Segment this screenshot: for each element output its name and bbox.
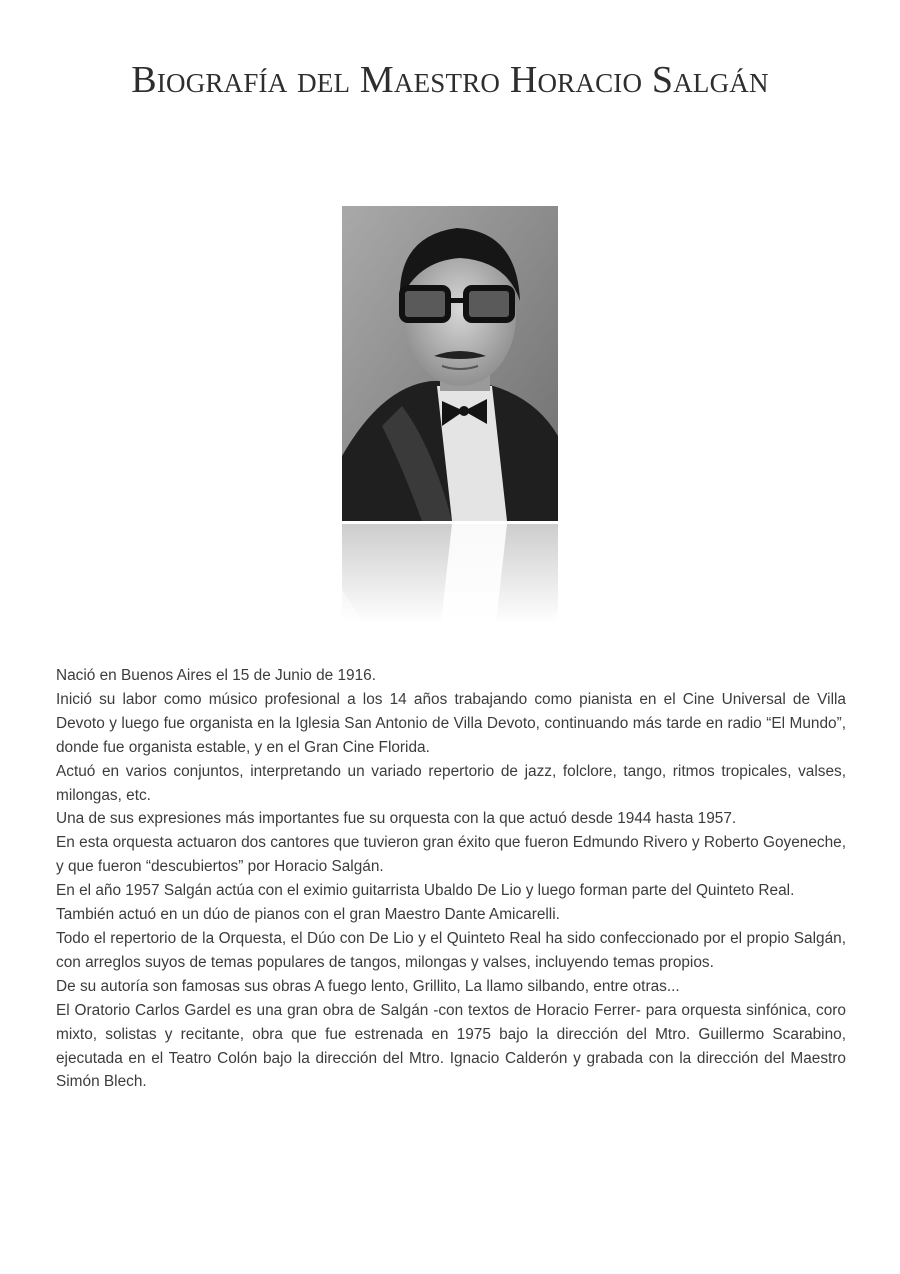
biography-text	[56, 664, 846, 1094]
portrait-figure	[342, 206, 558, 626]
bio-paragraph: Actuó en varios conjuntos, interpretando un variado repertorio de jazz, folclore, tango, ritmos tropicales, valses, milongas, etc.	[56, 762, 846, 804]
bio-paragraph: El Oratorio Carlos Gardel es una gran obra de Salgán -con textos de Horacio Ferrer- para orquesta sinfónica, coro mixto, solistas y recitante, obra que fue estrenada en 1975 bajo la dirección del Mtro. Guillermo Scarabino, ejecutada en el Teatro Colón bajo la dirección del Mtro. Ignacio Calderón y grabada con la dirección del Maestro Simón Blech.	[56, 1001, 846, 1091]
page-title: Biografía del Maestro Horacio Salgán	[131, 59, 769, 101]
bio-paragraph: Una de sus expresiones más importantes fue su orquesta con la que actuó desde 1944 hasta 1957.	[56, 810, 737, 828]
bio-paragraph: También actuó en un dúo de pianos con el gran Maestro Dante Amicarelli.	[56, 906, 560, 924]
bio-paragraph: De su autoría son famosas sus obras A fuego lento, Grillito, La llamo silbando, entre otras...	[56, 977, 680, 995]
portrait-reflection	[342, 524, 558, 624]
bio-paragraph: Todo el repertorio de la Orquesta, el Dúo con De Lio y el Quinteto Real ha sido confeccionado por el propio Salgán, con arreglos suyos de temas populares de tangos, milongas y valses, incluyendo temas propios.	[56, 929, 846, 971]
bio-paragraph: Nació en Buenos Aires el 15 de Junio de 1916.	[56, 667, 377, 684]
portrait-photo	[342, 206, 558, 521]
bio-paragraph: En esta orquesta actuaron dos cantores que tuvieron gran éxito que fueron Edmundo Rivero y Roberto Goyeneche, y que fueron “descubiertos” por Horacio Salgán.	[56, 834, 846, 876]
bio-paragraph: Inició su labor como músico profesional a los 14 años trabajando como pianista en el Cine Universal de Villa Devoto y luego fue organista en la Iglesia San Antonio de Villa Devoto, continuando más tarde en radio “El Mundo”, donde fue organista estable, y en el Gran Cine Florida.	[56, 690, 846, 756]
bio-paragraph: En el año 1957 Salgán actúa con el eximio guitarrista Ubaldo De Lio y luego forman parte del Quinteto Real.	[56, 882, 795, 900]
